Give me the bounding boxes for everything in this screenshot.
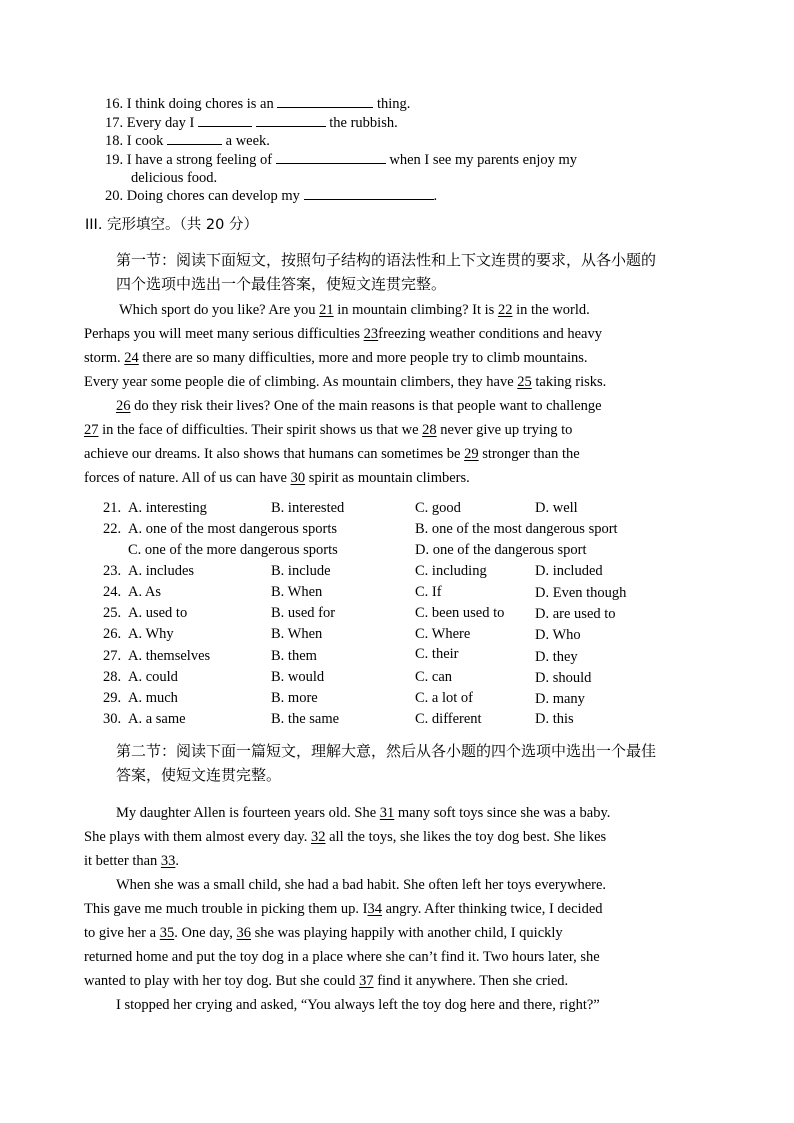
passage-text: Which sport do you like? Are you xyxy=(119,302,316,318)
question-number: 36 xyxy=(236,925,251,941)
question-number: 26 xyxy=(116,398,131,414)
option-b: B. would xyxy=(271,669,325,685)
option-b: B. them xyxy=(271,648,317,664)
fill-in-item-18 xyxy=(105,132,270,150)
question-number: 27 xyxy=(84,422,99,438)
passage-text: stronger than the xyxy=(482,446,580,462)
question-number: 23 xyxy=(363,326,379,342)
passage2-line1 xyxy=(116,804,698,822)
option-c: C. good xyxy=(415,500,461,516)
option-number: 27. xyxy=(103,648,122,664)
item-text: thing. xyxy=(377,96,411,112)
passage1-line4 xyxy=(84,373,606,391)
passage-text: many soft toys since she was a baby. xyxy=(397,805,611,821)
item-number: 16. xyxy=(105,96,124,112)
passage2-line7 xyxy=(84,948,698,966)
passage-text: . xyxy=(175,853,180,869)
passage-text: achieve our dreams. It also shows that humans can sometimes be xyxy=(84,446,461,462)
question-number: 35 xyxy=(159,925,175,941)
passage-text: do they risk their lives? One of the main reasons is that people want to challenge xyxy=(134,398,602,414)
answer-blank xyxy=(256,114,326,127)
option-number: 26. xyxy=(103,626,122,642)
passage-text: taking risks. xyxy=(535,374,607,390)
option-c: C. different xyxy=(415,711,482,727)
option-d: D. this xyxy=(535,711,574,727)
option-d: D. one of the dangerous sport xyxy=(415,542,587,558)
option-c: C. If xyxy=(415,584,442,600)
passage1-line3 xyxy=(84,349,698,367)
question-number: 21 xyxy=(319,302,334,318)
question-number: 22 xyxy=(497,302,513,318)
fill-in-item-19 xyxy=(105,151,577,169)
passage1-line1 xyxy=(119,301,698,319)
option-number: 28. xyxy=(103,669,122,685)
option-number: 21. xyxy=(103,500,122,516)
option-a: A. used to xyxy=(128,605,188,621)
part2-instructions-line2: 答案，使短文连贯完整。 xyxy=(116,766,282,784)
answer-blank xyxy=(276,151,386,164)
section-title: III. 完形填空。（共 20 分） xyxy=(85,217,258,233)
option-a: A. one of the most dangerous sports xyxy=(128,521,338,537)
option-b: B. When xyxy=(271,626,323,642)
passage-text: My daughter Allen is fourteen years old. She xyxy=(116,805,377,821)
item-text: Every day I xyxy=(126,115,195,131)
fill-in-item-20 xyxy=(105,187,437,205)
answer-blank xyxy=(277,95,373,108)
item-text: when I see my parents enjoy my xyxy=(389,152,578,168)
option-c: C. a lot of xyxy=(415,690,473,706)
option-a: A. As xyxy=(128,584,162,600)
item-text: the rubbish. xyxy=(329,115,398,131)
passage-text: never give up trying to xyxy=(440,422,573,438)
passage-text: This gave me much trouble in picking them up. I xyxy=(84,901,368,917)
question-number: 32 xyxy=(311,829,326,845)
option-a: A. interesting xyxy=(128,500,207,516)
answer-blank xyxy=(304,187,434,200)
item-text: I think doing chores is an xyxy=(126,96,274,112)
fill-in-item-19-continuation xyxy=(131,169,217,187)
passage2-line6 xyxy=(84,924,698,942)
passage-text: freezing weather conditions and heavy xyxy=(378,326,602,342)
passage2-line3 xyxy=(84,852,179,870)
passage-text: all the toys, she likes the toy dog best. She likes xyxy=(329,829,607,845)
option-d: D. many xyxy=(535,691,585,707)
passage-text: She plays with them almost every day. xyxy=(84,829,308,845)
option-number: 30. xyxy=(103,711,122,727)
option-c: C. including xyxy=(415,563,487,579)
option-d: D. they xyxy=(535,649,578,665)
passage-text: it better than xyxy=(84,853,158,869)
question-number: 28 xyxy=(422,422,437,438)
fill-in-item-17 xyxy=(105,114,398,132)
passage1-line6 xyxy=(84,421,698,439)
passage-text: storm. xyxy=(84,350,121,366)
item-text: a week. xyxy=(225,133,270,149)
option-b: B. one of the most dangerous sport xyxy=(415,521,618,537)
option-d: D. Who xyxy=(535,627,581,643)
part2-instructions-line1: 第二节：阅读下面一篇短文，理解大意，然后从各小题的四个选项中选出一个最佳 xyxy=(116,742,657,760)
option-b: B. more xyxy=(271,690,318,706)
question-number: 31 xyxy=(379,805,395,821)
passage-text: Perhaps you will meet many serious difficulties xyxy=(84,326,360,342)
passage-text: she was playing happily with another child, I quickly xyxy=(254,925,563,941)
option-c: C. one of the more dangerous sports xyxy=(128,542,338,558)
passage-text: returned home and put the toy dog in a place where she can’t find it. Two hours later, she xyxy=(84,949,600,965)
option-b: B. When xyxy=(271,584,323,600)
passage1-line8 xyxy=(84,469,470,487)
passage2-line8 xyxy=(84,972,568,990)
option-number: 25. xyxy=(103,605,122,621)
part1-instructions-line2: 四个选项中选出一个最佳答案，使短文连贯完整。 xyxy=(116,275,447,293)
option-c: C. can xyxy=(415,669,453,685)
option-a: A. Why xyxy=(128,626,174,642)
option-d: D. Even though xyxy=(535,585,627,601)
option-a: A. much xyxy=(128,690,178,706)
part1-instructions-line1: 第一节：阅读下面短文，按照句子结构的语法性和上下文连贯的要求，从各小题的 xyxy=(116,251,657,269)
option-d: D. well xyxy=(535,500,578,516)
option-number: 23. xyxy=(103,563,122,579)
answer-blank xyxy=(167,132,222,145)
option-b: B. interested xyxy=(271,500,345,516)
passage2-line4 xyxy=(116,876,698,894)
passage1-line7 xyxy=(84,445,698,463)
option-number: 22. xyxy=(103,521,122,537)
passage-text: When she was a small child, she had a bad habit. She often left her toys everywhere. xyxy=(116,877,607,893)
option-c: C. been used to xyxy=(415,605,505,621)
option-b: B. the same xyxy=(271,711,340,727)
option-a: A. themselves xyxy=(128,648,211,664)
passage-text: wanted to play with her toy dog. But she could xyxy=(84,973,356,989)
passage-text: there are so many difficulties, more and more people try to climb mountains. xyxy=(142,350,588,366)
passage-text: spirit as mountain climbers. xyxy=(308,470,470,486)
item-number: 17. xyxy=(105,115,124,131)
passage-text: in mountain climbing? It is xyxy=(337,302,495,318)
option-b: B. include xyxy=(271,563,331,579)
question-number: 34 xyxy=(367,901,382,917)
option-number: 24. xyxy=(103,584,122,600)
option-a: A. could xyxy=(128,669,178,685)
passage-text: I stopped her crying and asked, “You always left the toy dog here and there, right?” xyxy=(116,997,600,1013)
item-text: delicious food. xyxy=(131,170,218,186)
answer-blank xyxy=(198,114,252,127)
question-number: 24 xyxy=(124,350,139,366)
option-b: B. used for xyxy=(271,605,336,621)
item-number: 19. xyxy=(105,152,124,168)
passage-text: forces of nature. All of us can have xyxy=(84,470,287,486)
passage2-line9 xyxy=(116,996,600,1014)
item-text: Doing chores can develop my xyxy=(126,188,300,204)
passage-text: to give her a xyxy=(84,925,157,941)
passage2-line5 xyxy=(84,900,698,918)
passage-text: find it anywhere. Then she cried. xyxy=(377,973,569,989)
question-number: 30 xyxy=(290,470,306,486)
question-number: 29 xyxy=(464,446,479,462)
option-d: D. included xyxy=(535,563,603,579)
option-c: C. Where xyxy=(415,626,471,642)
option-a: A. includes xyxy=(128,563,195,579)
option-number: 29. xyxy=(103,690,122,706)
option-a: A. a same xyxy=(128,711,186,727)
question-number: 33 xyxy=(160,853,176,869)
passage1-line5 xyxy=(116,397,698,415)
item-text: . xyxy=(433,188,438,204)
passage-text: Every year some people die of climbing. As mountain climbers, they have xyxy=(84,374,514,390)
option-d: D. should xyxy=(535,670,592,686)
fill-in-item-16 xyxy=(105,95,410,113)
passage-text: . One day, xyxy=(174,925,233,941)
question-number: 25 xyxy=(517,374,532,390)
item-number: 20. xyxy=(105,188,124,204)
item-number: 18. xyxy=(105,133,124,149)
passage1-line2 xyxy=(84,325,698,343)
passage-text: angry. After thinking twice, I decided xyxy=(385,901,603,917)
item-text: I have a strong feeling of xyxy=(126,152,273,168)
option-c: C. their xyxy=(415,646,459,662)
question-number: 37 xyxy=(359,973,374,989)
passage-text: in the world. xyxy=(516,302,590,318)
passage-text: in the face of difficulties. Their spirit shows us that we xyxy=(102,422,419,438)
option-d: D. are used to xyxy=(535,606,616,622)
item-text: I cook xyxy=(126,133,164,149)
passage2-line2 xyxy=(84,828,698,846)
